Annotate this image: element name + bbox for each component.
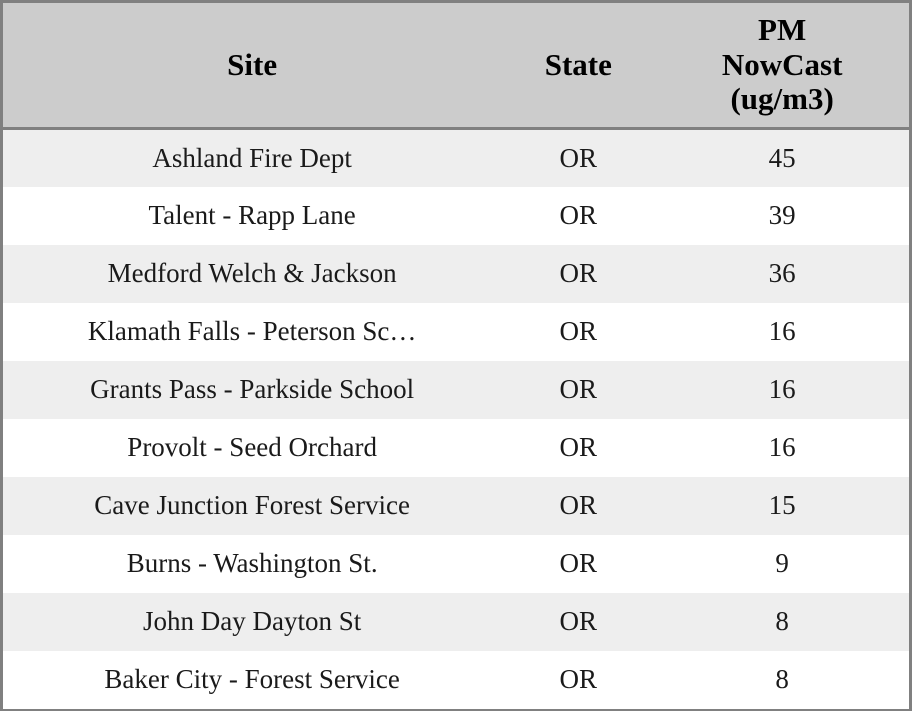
table-row [3, 535, 909, 593]
cell-state: OR [501, 419, 655, 477]
cell-site: Talent - Rapp Lane [3, 187, 501, 245]
table-row [3, 593, 909, 651]
table-body [3, 129, 909, 709]
cell-pm-nowcast: 8 [655, 651, 909, 709]
cell-state: OR [501, 593, 655, 651]
cell-site: Cave Junction Forest Service [3, 477, 501, 535]
cell-pm-nowcast: 36 [655, 245, 909, 303]
column-header-site[interactable]: Site [3, 3, 501, 129]
table-row [3, 419, 909, 477]
cell-state: OR [501, 245, 655, 303]
cell-site: Medford Welch & Jackson [3, 245, 501, 303]
cell-state: OR [501, 361, 655, 419]
column-header-pm-nowcast[interactable] [655, 3, 909, 129]
cell-state: OR [501, 535, 655, 593]
column-header-pm-nowcast-line-1: PM [758, 12, 807, 47]
cell-pm-nowcast: 9 [655, 535, 909, 593]
cell-pm-nowcast: 39 [655, 187, 909, 245]
cell-site: Grants Pass - Parkside School [3, 361, 501, 419]
cell-pm-nowcast: 16 [655, 419, 909, 477]
cell-state: OR [501, 477, 655, 535]
cell-site: Klamath Falls - Peterson Sc… [3, 303, 501, 361]
table-row [3, 187, 909, 245]
cell-site: John Day Dayton St [3, 593, 501, 651]
table-row [3, 303, 909, 361]
cell-pm-nowcast: 15 [655, 477, 909, 535]
column-header-pm-nowcast-line-2: NowCast [721, 46, 843, 82]
cell-pm-nowcast: 45 [655, 129, 909, 187]
table-row [3, 477, 909, 535]
table-row [3, 651, 909, 709]
air-quality-table [3, 3, 909, 709]
cell-state: OR [501, 651, 655, 709]
cell-state: OR [501, 303, 655, 361]
cell-site: Provolt - Seed Orchard [3, 419, 501, 477]
table-header [3, 3, 909, 129]
cell-pm-nowcast: 16 [655, 303, 909, 361]
column-header-pm-nowcast-line-3: (ug/m3) [730, 81, 834, 117]
cell-state: OR [501, 187, 655, 245]
cell-state: OR [501, 129, 655, 187]
table-row [3, 361, 909, 419]
cell-site: Burns - Washington St. [3, 535, 501, 593]
cell-site: Baker City - Forest Service [3, 651, 501, 709]
column-header-state[interactable]: State [501, 3, 655, 129]
table-header-row [3, 3, 909, 129]
table-row [3, 129, 909, 187]
table-row [3, 245, 909, 303]
cell-pm-nowcast: 16 [655, 361, 909, 419]
cell-pm-nowcast: 8 [655, 593, 909, 651]
cell-site: Ashland Fire Dept [3, 129, 501, 187]
